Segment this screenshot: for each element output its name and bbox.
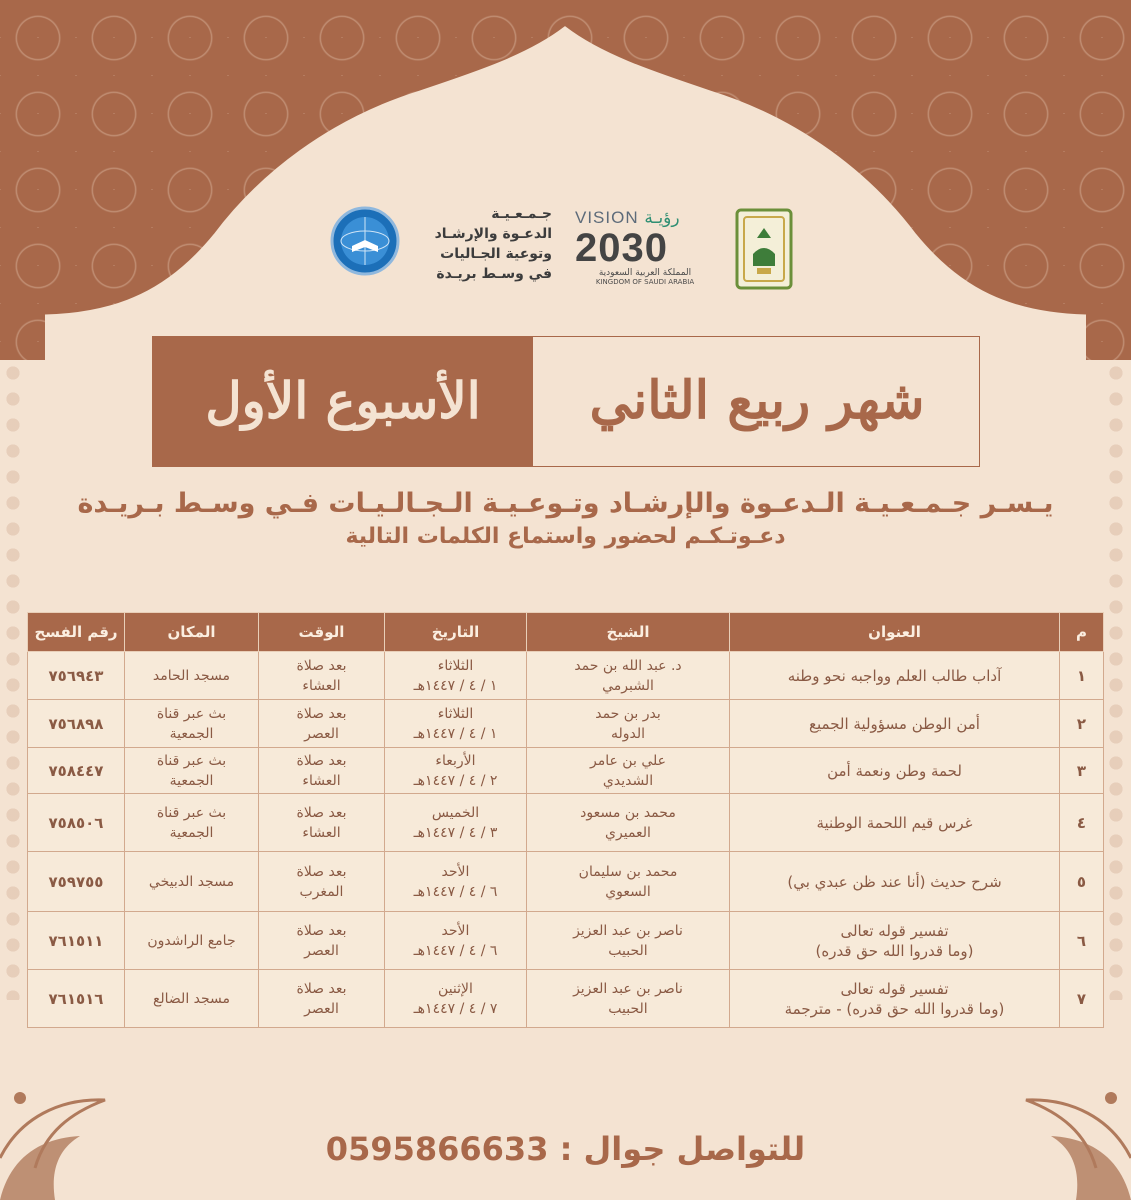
permit-number: ٧٦١٥١٦: [28, 970, 125, 1028]
association-name-line: وتوعية الجـاليات: [440, 246, 552, 262]
lecture-date: الثلاثاء ١ / ٤ / ١٤٤٧هـ: [385, 700, 527, 748]
lecture-place: مسجد الضالع: [125, 970, 259, 1028]
vision-label-ar: رؤيـة: [644, 208, 680, 227]
left-side-pattern: [0, 360, 28, 1000]
table-row: [28, 912, 1104, 970]
invitation-line-2: دعـوتـكـم لحضور واستماع الكلمات التالية: [345, 524, 786, 549]
sheikh-name: علي بن عامر الشديدي: [527, 748, 730, 794]
lecture-date: الإثنين ٧ / ٤ / ١٤٤٧هـ: [385, 970, 527, 1028]
sheikh-name: ناصر بن عبد العزيز الحبيب: [527, 970, 730, 1028]
lecture-time: بعد صلاة العشاء: [259, 652, 385, 700]
lecture-place: جامع الراشدون: [125, 912, 259, 970]
lecture-title: أمن الوطن مسؤولية الجميع: [730, 700, 1060, 748]
table-row: [28, 748, 1104, 794]
row-index: ٢: [1060, 700, 1104, 748]
header-title: العنوان: [730, 613, 1060, 652]
header-place: المكان: [125, 613, 259, 652]
sheikh-name: محمد بن مسعود العميري: [527, 794, 730, 852]
header-date: التاريخ: [385, 613, 527, 652]
permit-number: ٧٥٩٧٥٥: [28, 852, 125, 912]
vision-country-ar: المملكة العربية السعودية: [598, 268, 692, 278]
lecture-place: مسجد الدبيخي: [125, 852, 259, 912]
row-index: ٦: [1060, 912, 1104, 970]
contact-label: للتواصل جوال :: [559, 1130, 806, 1168]
permit-number: ٧٥٦٩٤٣: [28, 652, 125, 700]
row-index: ٧: [1060, 970, 1104, 1028]
arch-frame: [0, 0, 1131, 360]
lecture-place: مسجد الحامد: [125, 652, 259, 700]
lecture-title: لحمة وطن ونعمة أمن: [730, 748, 1060, 794]
lectures-schedule-table: [27, 612, 1104, 1028]
lecture-time: بعد صلاة العشاء: [259, 748, 385, 794]
association-name-line: في وسـط بريـدة: [436, 266, 552, 282]
lecture-place: بث عبر قناة الجمعية: [125, 794, 259, 852]
row-index: ١: [1060, 652, 1104, 700]
table-row: [28, 970, 1104, 1028]
lecture-title: شرح حديث (أنا عند ظن عبدي بي): [730, 852, 1060, 912]
permit-number: ٧٥٨٥٠٦: [28, 794, 125, 852]
lecture-title: تفسير قوله تعالى (وما قدروا الله حق قدره): [730, 912, 1060, 970]
table-row: [28, 700, 1104, 748]
row-index: ٤: [1060, 794, 1104, 852]
table-header-row: [28, 613, 1104, 652]
vision-label: VISION: [575, 208, 639, 227]
header-index: م: [1060, 613, 1104, 652]
contact-phone[interactable]: 0595866633: [325, 1130, 549, 1168]
lecture-date: الخميس ٣ / ٤ / ١٤٤٧هـ: [385, 794, 527, 852]
lecture-time: بعد صلاة المغرب: [259, 852, 385, 912]
association-name-line: الدعـوة والإرشـاد: [434, 226, 552, 242]
sheikh-name: بدر بن حمد الدوله: [527, 700, 730, 748]
header-sheikh: الشيخ: [527, 613, 730, 652]
lecture-time: بعد صلاة العصر: [259, 912, 385, 970]
lecture-time: بعد صلاة العشاء: [259, 794, 385, 852]
lecture-title: غرس قيم اللحمة الوطنية: [730, 794, 1060, 852]
association-name: [412, 204, 552, 284]
lecture-title: تفسير قوله تعالى (وما قدروا الله حق قدره) - مترجمة: [730, 970, 1060, 1028]
lecture-date: الأحد ٦ / ٤ / ١٤٤٧هـ: [385, 912, 527, 970]
header-permit: رقم الفسح: [28, 613, 125, 652]
invitation-line-1: يـسـر جـمـعـيـة الـدعـوة والإرشـاد وتـوعـيـة الـجـالـيـات فـي وسـط بـريـدة: [77, 488, 1054, 519]
vision-2030-logo: [575, 208, 715, 290]
table-row: [28, 652, 1104, 700]
lecture-date: الثلاثاء ١ / ٤ / ١٤٤٧هـ: [385, 652, 527, 700]
vision-year: 2030: [575, 226, 668, 270]
lecture-place: بث عبر قناة الجمعية: [125, 748, 259, 794]
lecture-date: الأربعاء ٢ / ٤ / ١٤٤٧هـ: [385, 748, 527, 794]
right-side-pattern: [1103, 360, 1131, 1000]
ministry-emblem-icon: [735, 208, 793, 290]
vision-country-en: KINGDOM OF SAUDI ARABIA: [595, 278, 695, 286]
lecture-time: بعد صلاة العصر: [259, 700, 385, 748]
sheikh-name: د. عبد الله بن حمد الشبرمي: [527, 652, 730, 700]
association-name-line: جـمـعـيـة: [491, 206, 552, 222]
logos-row: [320, 200, 820, 300]
header-time: الوقت: [259, 613, 385, 652]
lecture-place: بث عبر قناة الجمعية: [125, 700, 259, 748]
row-index: ٥: [1060, 852, 1104, 912]
lecture-title: آداب طالب العلم وواجبه نحو وطنه: [730, 652, 1060, 700]
permit-number: ٧٥٨٤٤٧: [28, 748, 125, 794]
sheikh-name: محمد بن سليمان السعوي: [527, 852, 730, 912]
row-index: ٣: [1060, 748, 1104, 794]
contact-line: [0, 1130, 1131, 1168]
table-row: [28, 852, 1104, 912]
week-title: الأسبوع الأول: [205, 371, 481, 430]
title-banner: [152, 336, 980, 467]
permit-number: ٧٥٦٨٩٨: [28, 700, 125, 748]
permit-number: ٧٦١٥١١: [28, 912, 125, 970]
lecture-time: بعد صلاة العصر: [259, 970, 385, 1028]
month-title: شهر ربيع الثاني: [589, 370, 925, 431]
lecture-date: الأحد ٦ / ٤ / ١٤٤٧هـ: [385, 852, 527, 912]
table-row: [28, 794, 1104, 852]
sheikh-name: ناصر بن عبد العزيز الحبيب: [527, 912, 730, 970]
association-globe-icon: [330, 206, 400, 276]
